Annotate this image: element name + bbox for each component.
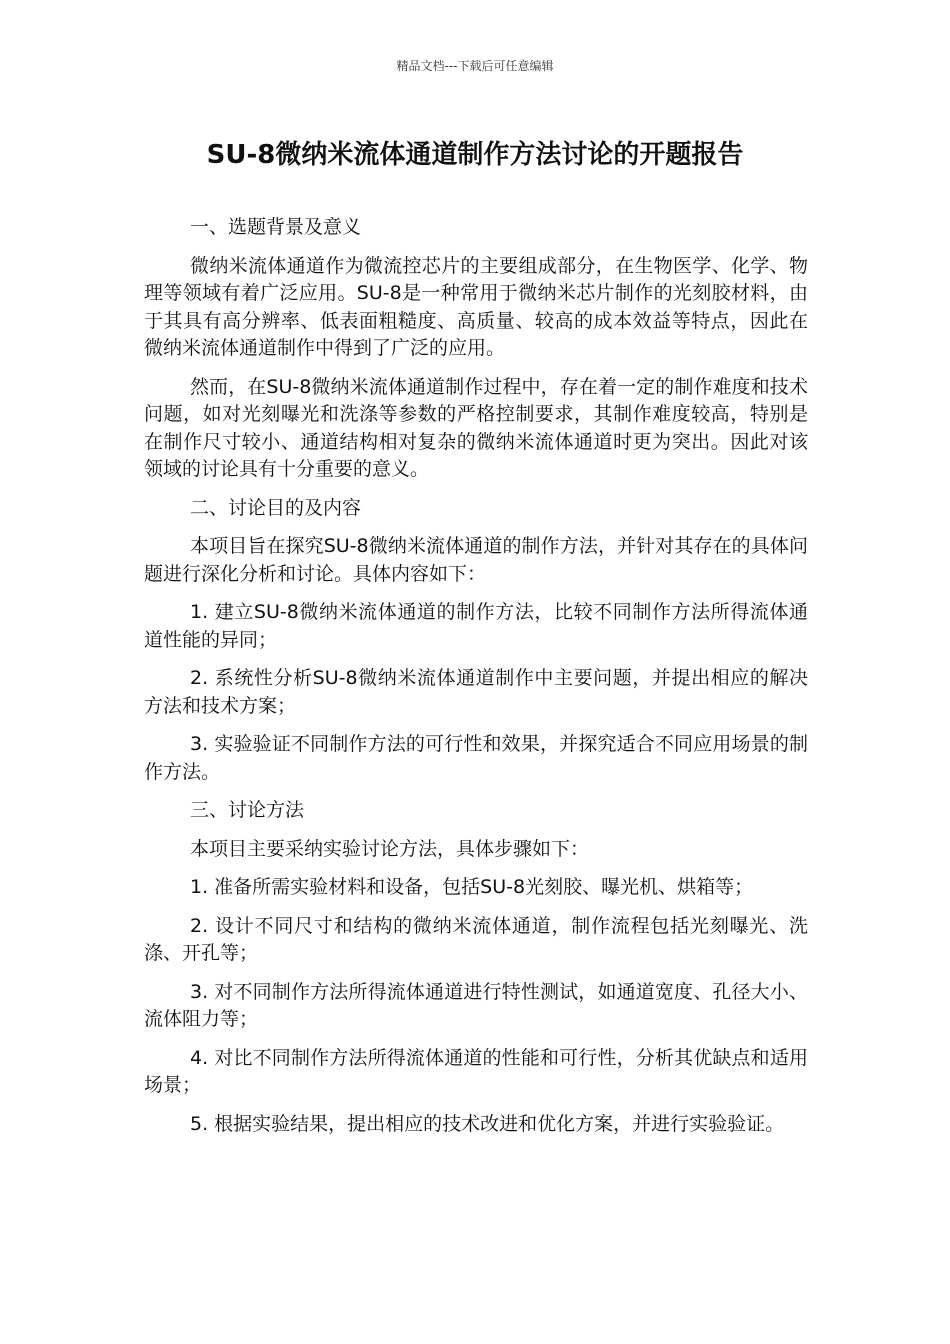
document-title: SU-8微纳米流体通道制作方法讨论的开题报告 bbox=[206, 140, 744, 170]
paragraph-objectives-intro: 本项目旨在探究SU-8微纳米流体通道的制作方法，并针对其存在的具体问题进行深化分析和讨论。具体内容如下： bbox=[144, 535, 808, 585]
section-heading-methods: 三、讨论方法 bbox=[190, 799, 305, 821]
header-note: 精品文档---下载后可任意编辑 bbox=[396, 59, 554, 73]
document-body bbox=[144, 214, 808, 1149]
method-step-2: 2. 设计不同尺寸和结构的微纳米流体通道，制作流程包括光刻曝光、洗涤、开孔等； bbox=[144, 914, 808, 964]
paragraph-methods-intro: 本项目主要采纳实验讨论方法，具体步骤如下： bbox=[190, 837, 590, 860]
objective-item-2: 2. 系统性分析SU-8微纳米流体通道制作中主要问题，并提出相应的解决方法和技术方案； bbox=[144, 667, 808, 717]
objective-item-1: 1. 建立SU-8微纳米流体通道的制作方法，比较不同制作方法所得流体通道性能的异同； bbox=[144, 601, 808, 651]
objective-item-3: 3. 实验验证不同制作方法的可行性和效果，并探究适合不同应用场景的制作方法。 bbox=[144, 733, 808, 783]
paragraph-background-2: 然而，在SU-8微纳米流体通道制作过程中，存在着一定的制作难度和技术问题，如对光刻曝光和洗涤等参数的严格控制要求，其制作难度较高，特别是在制作尺寸较小、通道结构相对复杂的微纳米流体通道时更为突出。因此对该领域的讨论具有十分重要的意义。 bbox=[144, 375, 808, 480]
paragraph-background-1: 微纳米流体通道作为微流控芯片的主要组成部分，在生物医学、化学、物理等领域有着广泛应用。SU-8是一种常用于微纳米芯片制作的光刻胶材料，由于其具有高分辨率、低表面粗糙度、高质量、较高的成本效益等特点，因此在微纳米流体通道制作中得到了广泛的应用。 bbox=[144, 254, 808, 359]
section-heading-objectives: 二、讨论目的及内容 bbox=[190, 496, 362, 519]
method-step-1: 1. 准备所需实验材料和设备，包括SU-8光刻胶、曝光机、烘箱等； bbox=[190, 876, 754, 898]
method-step-5: 5. 根据实验结果，提出相应的技术改进和优化方案，并进行实验验证。 bbox=[190, 1112, 785, 1135]
section-heading-background: 一、选题背景及意义 bbox=[190, 216, 362, 238]
method-step-4: 4. 对比不同制作方法所得流体通道的性能和可行性，分析其优缺点和适用场景； bbox=[144, 1046, 808, 1096]
method-step-3: 3. 对不同制作方法所得流体通道进行特性测试，如通道宽度、孔径大小、流体阻力等； bbox=[144, 980, 808, 1030]
